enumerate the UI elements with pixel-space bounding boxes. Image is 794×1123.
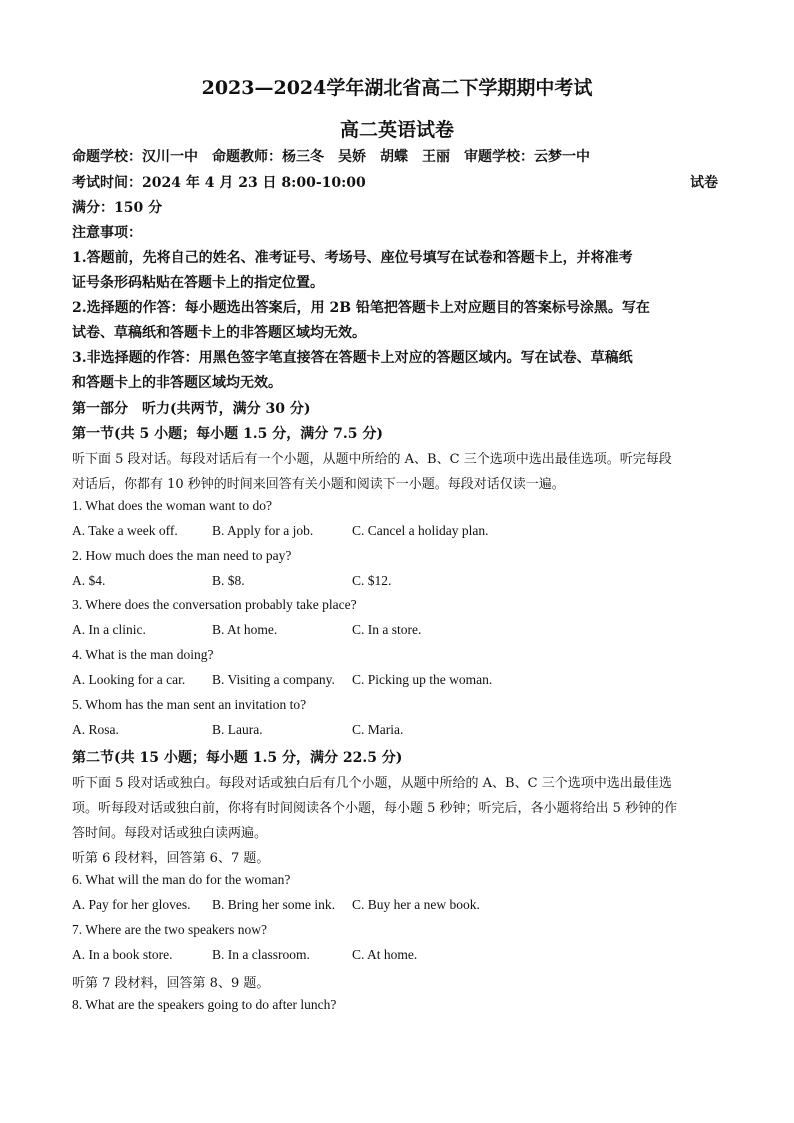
option-b: B. Laura. bbox=[212, 722, 263, 737]
question-stem: 2. How much does the man need to pay? bbox=[72, 548, 292, 563]
note-1-line-1: 1.答题前，先将自己的姓名、准考证号、考场号、座位号填写在试卷和答题卡上，并将准考 bbox=[72, 250, 633, 266]
option-a: A. Take a week off. bbox=[72, 523, 178, 538]
exam-subtitle: 高二英语试卷 bbox=[339, 119, 454, 141]
option-b: B. Visiting a company. bbox=[212, 672, 335, 687]
option-c: C. At home. bbox=[352, 947, 418, 962]
section1-instructions-line-2: 对话后，你都有 10 秒钟的时间来回答有关小题和阅读下一小题。每段对话仅读一遍。 bbox=[72, 477, 565, 492]
question-stem: 6. What will the man do for the woman? bbox=[72, 872, 291, 887]
part1-heading: 第一部分 听力(共两节，满分 30 分) bbox=[72, 401, 311, 417]
question-stem: 3. Where does the conversation probably take place? bbox=[72, 597, 357, 612]
question-stem: 7. Where are the two speakers now? bbox=[72, 922, 268, 937]
option-a: A. $4. bbox=[72, 573, 106, 588]
section2-instructions-line-1: 听下面 5 段对话或独白。每段对话或独白后有几个小题，从题中所给的 A、B、C 三个选项中选出最佳选 bbox=[72, 776, 672, 791]
full-score: 满分：150 分 bbox=[72, 200, 163, 216]
option-a: A. Rosa. bbox=[72, 722, 119, 737]
material-7-instruction: 听第 7 段材料，回答第 8、9 题。 bbox=[72, 976, 270, 991]
right-label: 试卷 bbox=[690, 175, 718, 191]
authors-line: 命题学校：汉川一中 命题教师：杨三冬 吴娇 胡蝶 王丽 审题学校：云梦一中 bbox=[72, 149, 590, 165]
option-c: C. Maria. bbox=[352, 722, 404, 737]
option-b: B. Bring her some ink. bbox=[212, 897, 335, 912]
notes-heading: 注意事项： bbox=[72, 225, 142, 241]
section2-heading: 第二节(共 15 小题；每小题 1.5 分，满分 22.5 分) bbox=[72, 750, 403, 766]
question-stem: 4. What is the man doing? bbox=[72, 647, 214, 662]
note-2-line-1: 2.选择题的作答：每小题选出答案后，用 2B 铅笔把答题卡上对应题目的答案标号涂黑。写在 bbox=[72, 300, 650, 316]
option-a: A. Pay for her gloves. bbox=[72, 897, 191, 912]
option-c: C. Cancel a holiday plan. bbox=[352, 523, 489, 538]
exam-title: 2023—2024学年湖北省高二下学期期中考试 bbox=[201, 77, 593, 99]
exam-time: 考试时间：2024 年 4 月 23 日 8:00-10:00 bbox=[72, 175, 366, 191]
section1-instructions-line-1: 听下面 5 段对话。每段对话后有一个小题，从题中所给的 A、B、C 三个选项中选出最佳选项。听完每段 bbox=[72, 452, 672, 467]
option-a: A. In a clinic. bbox=[72, 622, 146, 637]
note-1-line-2: 证号条形码粘贴在答题卡上的指定位置。 bbox=[72, 275, 324, 291]
section2-instructions-line-2: 项。听每段对话或独白前，你将有时间阅读各个小题，每小题 5 秒钟；听完后，各小题将给出 5 秒钟的作 bbox=[72, 801, 678, 816]
material-6-instruction: 听第 6 段材料，回答第 6、7 题。 bbox=[72, 851, 270, 866]
section1-heading: 第一节(共 5 小题；每小题 1.5 分，满分 7.5 分) bbox=[72, 426, 383, 442]
option-a: A. In a book store. bbox=[72, 947, 173, 962]
section2-instructions-line-3: 答时间。每段对话或独白读两遍。 bbox=[72, 826, 268, 841]
option-b: B. Apply for a job. bbox=[212, 523, 314, 538]
option-b: B. $8. bbox=[212, 573, 245, 588]
option-c: C. $12. bbox=[352, 573, 392, 588]
option-c: C. Buy her a new book. bbox=[352, 897, 480, 912]
option-b: B. In a classroom. bbox=[212, 947, 310, 962]
option-b: B. At home. bbox=[212, 622, 278, 637]
option-a: A. Looking for a car. bbox=[72, 672, 186, 687]
question-stem: 8. What are the speakers going to do after lunch? bbox=[72, 997, 337, 1012]
option-c: C. Picking up the woman. bbox=[352, 672, 493, 687]
note-3-line-1: 3.非选择题的作答：用黑色签字笔直接答在答题卡上对应的答题区域内。写在试卷、草稿纸 bbox=[72, 350, 633, 366]
question-stem: 1. What does the woman want to do? bbox=[72, 498, 272, 513]
question-stem: 5. Whom has the man sent an invitation to? bbox=[72, 697, 307, 712]
note-3-line-2: 和答题卡上的非答题区域均无效。 bbox=[72, 375, 282, 391]
note-2-line-2: 试卷、草稿纸和答题卡上的非答题区域均无效。 bbox=[72, 325, 366, 341]
option-c: C. In a store. bbox=[352, 622, 422, 637]
